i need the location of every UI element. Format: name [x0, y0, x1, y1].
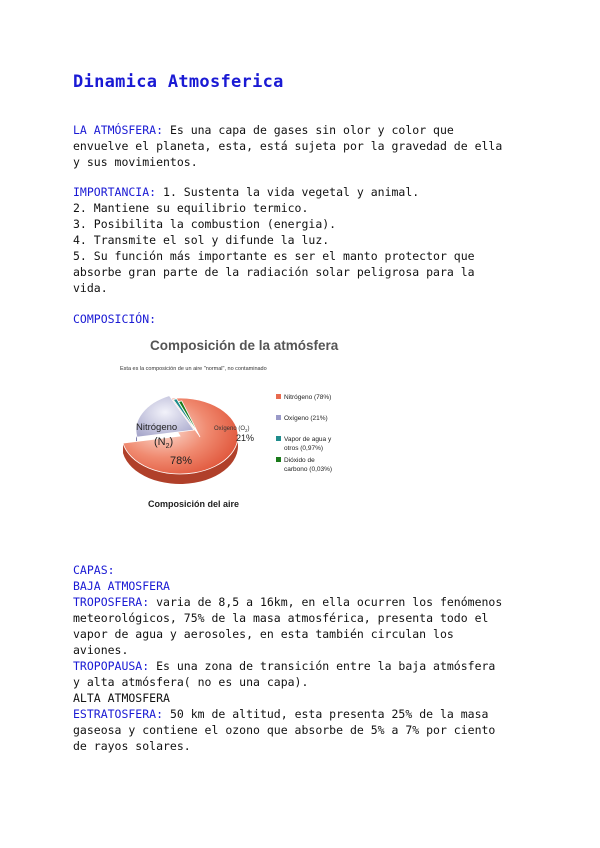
importancia-item: 4. Transmite el sol y difunde la luz. — [73, 233, 330, 247]
figure-title: Composición de la atmósfera — [150, 338, 339, 353]
legend-swatch — [276, 415, 281, 420]
oxigeno-pct: 21% — [236, 433, 255, 443]
troposfera-line: TROPOSFERA: varia de 8,5 a 16km, en ella ocurren los fenómenos — [73, 595, 503, 609]
estratosfera-line: ESTRATOSFERA: 50 km de altitud, esta presenta 25% de la masa — [73, 707, 489, 721]
page-title: Dinamica Atmosferica — [73, 72, 284, 92]
estratosfera-line: de rayos solares. — [73, 739, 191, 753]
oxigeno-label: Oxígeno $(O_2)$ — [214, 426, 250, 433]
estratosfera-line: gaseosa y contiene el ozono que absorbe de 5% a 7% por ciento — [73, 723, 496, 737]
legend-swatch — [276, 394, 281, 399]
importancia-item: 2. Mantiene su equilibrio termico. — [73, 201, 309, 215]
baja-atmosfera-heading: BAJA ATMOSFERA — [73, 579, 170, 593]
troposfera-line: vapor de agua y aerosoles, en esta también circulan los — [73, 627, 454, 641]
tropopausa-line: y alta atmósfera( no es una capa). — [73, 675, 309, 689]
legend-swatch — [276, 436, 281, 441]
troposfera-line: aviones. — [73, 643, 129, 657]
estratosfera-label: ESTRATOSFERA: — [73, 707, 164, 721]
tropopausa-label: TROPOPAUSA: — [73, 659, 150, 673]
troposfera-line: meteorológicos, 75% de la masa atmosférica, presenta todo el — [73, 611, 489, 625]
nitrogeno-pct: 78% — [170, 455, 193, 467]
importancia-list — [73, 184, 533, 296]
troposfera-label: TROPOSFERA: — [73, 595, 150, 609]
capas-section — [73, 562, 533, 754]
nitrogeno-label: Nitrógeno — [136, 422, 178, 433]
importancia-item: 5. Su función más importante es ser el manto protector que — [73, 249, 475, 263]
composicion-label: COMPOSICIÓN: — [73, 312, 157, 326]
legend-swatch — [276, 457, 281, 462]
figure-caption: Composición del aire — [148, 499, 240, 509]
importancia-label: IMPORTANCIA: — [73, 185, 157, 199]
capas-label: CAPAS: — [73, 563, 115, 577]
composition-figure: Composición de la atmósfera Esta es la composición de un aire "normal", no contaminado Nitrógeno $(N_2)$ 78% Oxígeno $(O_2)$ 21% Nitrógeno (78%) Oxígeno (21%) Vapor de agua y otros (0,97%) Dióxido de carbono (0,03%) Composición del aire — [120, 338, 339, 509]
tropopausa-line: TROPOPAUSA: Es una zona de transición entre la baja atmósfera — [73, 659, 496, 673]
importancia-item: vida. — [73, 281, 108, 295]
atmosfera-line: LA ATMÓSFERA: Es una capa de gases sin olor y color que — [73, 123, 454, 137]
importancia-item: absorbe gran parte de la radiación solar peligrosa para la — [73, 265, 475, 279]
importancia-item: 3. Posibilita la combustion (energia). — [73, 217, 337, 231]
atmosfera-line: y sus movimientos. — [73, 155, 198, 169]
figure-subtitle: Esta es la composición de un aire "normal", no contaminado — [120, 366, 267, 372]
atmosfera-line: envuelve el planeta, esta, está sujeta por la gravedad de ella — [73, 139, 503, 153]
atmosfera-label: LA ATMÓSFERA: — [73, 123, 164, 137]
nitrogeno-formula: $(N_2)$ — [154, 436, 174, 450]
pie-chart — [118, 336, 278, 496]
importancia-item: IMPORTANCIA: 1. Sustenta la vida vegetal y animal. — [73, 185, 420, 199]
atmosfera-paragraph — [73, 122, 533, 170]
alta-atmosfera-heading: ALTA ATMOSFERA — [73, 691, 170, 705]
